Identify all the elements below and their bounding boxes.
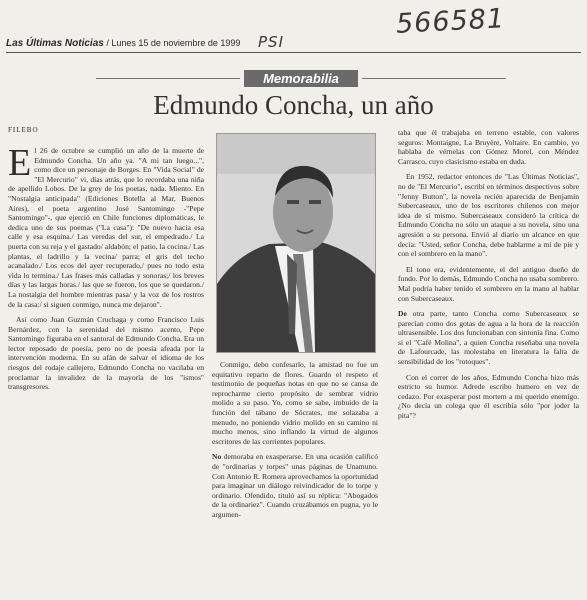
section-label: Memorabilia <box>244 70 358 87</box>
byline: FILEBO <box>8 126 39 134</box>
paragraph: Así como Juan Guzmán Cruchaga y como Francisco Luis Bernárdez, con la serenidad del mismo acento, Pepe Santomingo figuraba en el santoral de Edmundo Concha. Era un lector reposado de poesía, pero no de poesía afeada por la intervención moderna. En su afán de salvar el idioma de los riesgos del rodaje callejero, Edmundo Concha no vacilaba en proclamar la invalidez de la mayoría de los "ismos" transgresores. <box>8 315 204 392</box>
paragraph <box>8 146 204 309</box>
article-column-1 <box>8 146 204 598</box>
handwritten-mark: PSI <box>258 33 284 51</box>
lead-word: De <box>398 309 407 319</box>
section-rule-left <box>96 78 240 79</box>
handwritten-archive-number: 566581 <box>395 3 506 40</box>
article-column-2 <box>212 360 378 598</box>
paragraph: Con el correr de los años, Edmundo Concha hizo más estricto su humor. Adrede escribo humero en vez de cedazo. Por exasperar post mortem a mi querido enemigo. ¿No decía un colega que él escribía sólo "por joder la pita"? <box>398 372 579 421</box>
issue-date: / Lunes 15 de noviembre de 1999 <box>103 38 241 48</box>
paragraph: Conmigo, debo confesarlo, la amistad no fue un equitativo reparto de flores. Guardo el respeto el testimonio de pequeñas notas en que no se cansa de reprocharme cierto propósito de sembrar vidrio molido a su paso. Yo, como se sabe, imbuido de la función del tábano de Sócrates, me solazaba a menudo, no poniendo vidrio molido en su camino ni mucho menos, sino inflando la virtud de algunos escritores de las corrientes populares. <box>212 360 378 446</box>
newspaper-name: Las Últimas Noticias <box>6 38 104 49</box>
article-column-3 <box>398 128 579 598</box>
paragraph-text: demoraba en exasperarse. En una ocasión calificó de "ordinarias y torpes" unas páginas de Unamuno. Con Antonio R. Romera aprovechamos la oportunidad para imaginar un diálogo reivindicador de lo torpe y ordinario. Ofendido, tituló así su réplica: "Abogados de la ordinariez". Cuando cruzábamos en pugna, yo le argumen- <box>212 452 378 519</box>
drop-cap: E <box>8 146 32 184</box>
paragraph-text: otra parte, tanto Concha como Subercaseaux se parecían como dos gotas de agua a la hora de la reacción ultrasensible. Los dos funcionaban con sintonía fina. Como si el "Café Molina", a quien Concha reseñaba una novela de Lafourcade, las molestaba en literatura la falta de sensibilidad de los "rotoques". <box>398 309 579 367</box>
paragraph-text: l 26 de octubre se cumplió un año de la muerte de Edmundo Concha. Un año ya. "A mi tan luego...", como dice un personaje de Borges. En "Vida Social" de "El Mercurio" vi, días atrás, que lo recordaba una niña de apellido Lobos. De la grey de los poetas, nada. Miento. En "Nostalgia anticipada" (Ediciones Botella al Mar, Buenos Aires), el poeta argentino José Santomingo -"Pepe Santomingo"-, que ejerció en Chile funciones diplomáticas, le dedica uno de sus poemas ("La casa"): "De nuevo hacia esa calle y esa esquina./ Las veredas del sur, el empedrado./ La puerta con su reja y el gastado/ aldabón; el patio, la cocina./ Las plantas, el ladrillo y la vecina/ parra; el gris del techo acanalado./ Los ecos del ayer recuperado,/ pues no todo esta vida lo termina./ Las frases más calladas y sonoras;/ los breves días y las largas horas./ las que se fueron, los que se quedaron./ La nostalgia del hombre mientras pasa/ y la voz de los rostros de la casa:/ si siguen conmigo, nunca me dejaron". <box>8 146 204 309</box>
portrait-image <box>217 134 375 352</box>
paragraph: taba que él trabajaba en terreno estable, con valores seguros: Montaigne, La Bruyère, Voltaire. En cambio, yo hablaba de vérnelas con Gómez Morel, con Méndez Carrasco, cuyo clasicismo estaba en duda. <box>398 128 579 166</box>
portrait-photo <box>216 133 376 353</box>
section-rule-right <box>362 78 506 79</box>
article-title: Edmundo Concha, un año <box>153 90 434 120</box>
paragraph <box>212 452 378 519</box>
masthead <box>6 38 581 53</box>
paragraph: El tono era, evidentemente, el del antiguo dueño de fundo. Por lo demás, Edmundo Concha no usaba sombrero. Mal podría haber tenido el sombrero en la mano al hablar con Subercaseaux. <box>398 264 579 303</box>
paragraph <box>398 309 579 367</box>
lead-word: No <box>212 452 222 462</box>
paragraph: En 1952, redactor entonces de "Las Últimas Noticias", no de "El Mercurio", escribí en términos despectivos sobre "Jenny Button", la novela recién aparecida de Benjamín Subercaseaux, uno de los escritores chilenos con mejor idea de sí mismo. Subercaseaux consideró la crítica de Edmundo Concha no sólo un ataque a su novela, sino una agresión a su persona. Envió al diario un alcance en que decía: "Usted, señor Concha, debe hablarme a mí de pie y con el sombrero en la mano". <box>398 172 579 259</box>
